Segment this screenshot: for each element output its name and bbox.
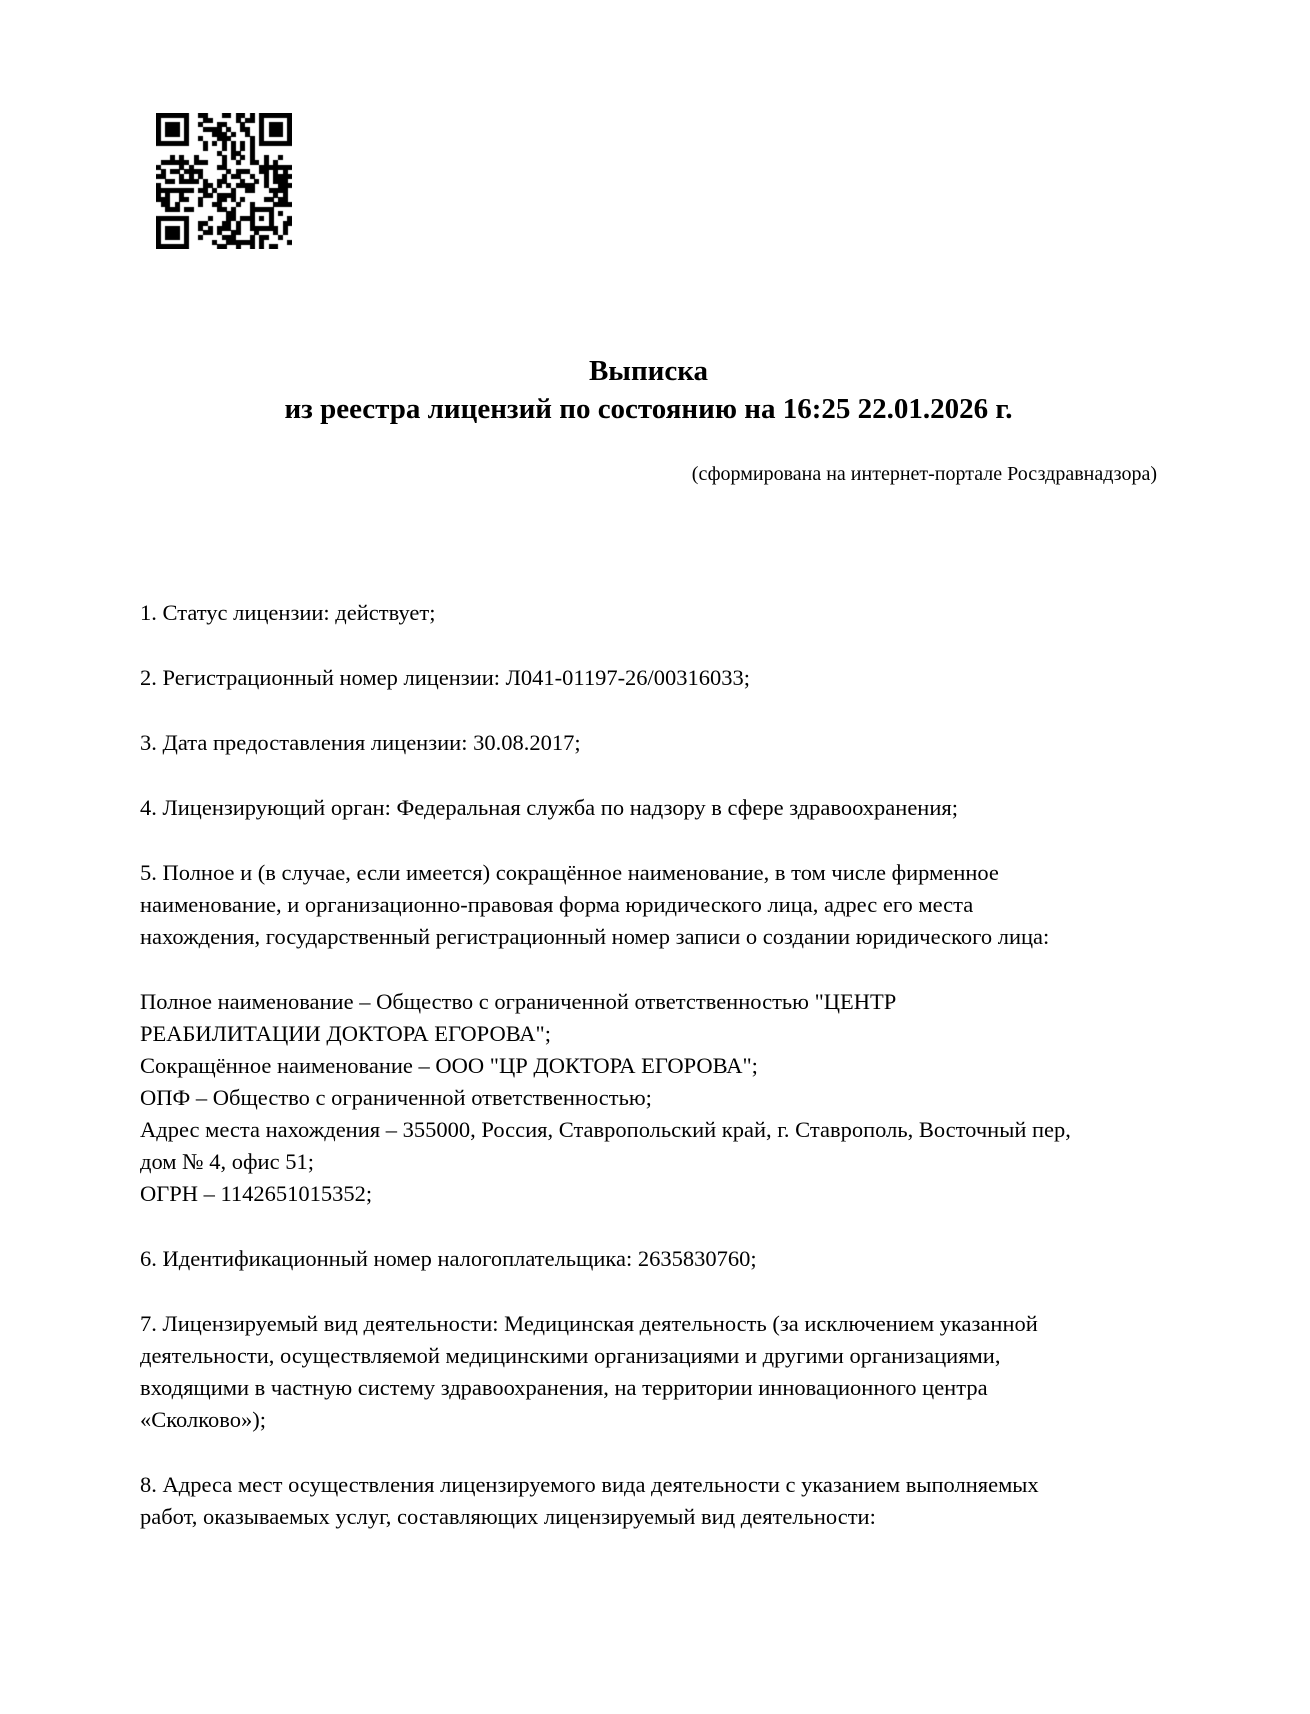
document-title-line1: Выписка: [588, 355, 709, 387]
document-title: [140, 352, 1157, 428]
document-subtitle: (сформирована на интернет-портале Росздравнадзора): [691, 463, 1157, 485]
document-body: [140, 564, 1230, 1533]
item-4-licensing-authority: 4. Лицензирующий орган: Федеральная служба по надзору в сфере здравоохранения;: [140, 795, 958, 820]
qr-code: [156, 113, 292, 249]
address: Адрес места нахождения – 355000, Россия, Ставропольский край, г. Ставрополь, Восточный пер, дом № 4, офис 51;: [140, 1117, 1071, 1174]
item-5-name-heading: 5. Полное и (в случае, если имеется) сокращённое наименование, в том числе фирменное наименование, и организационно-правовая форма юридического лица, адрес его места нахождения, государственный регистрационный номер записи о создании юридического лица:: [140, 860, 1050, 949]
item-3-grant-date: 3. Дата предоставления лицензии: 30.08.2017;: [140, 730, 581, 755]
short-name: Сокращённое наименование – ООО "ЦР ДОКТОРА ЕГОРОВА";: [140, 1053, 758, 1078]
item-7-licensed-activity: 7. Лицензируемый вид деятельности: Медицинская деятельность (за исключением указанной деятельности, осуществляемой медицинскими организациями и другими организациями, входящими в частную систему здравоохранения, на территории инновационного центра «Сколково»);: [140, 1311, 1038, 1432]
ogrn: ОГРН – 1142651015352;: [140, 1181, 373, 1206]
full-name: Полное наименование – Общество с ограниченной ответственностью "ЦЕНТР РЕАБИЛИТАЦИИ ДОКТОРА ЕГОРОВА";: [140, 989, 897, 1046]
item-8-addresses-heading: 8. Адреса мест осуществления лицензируемого вида деятельности с указанием выполняемых работ, оказываемых услуг, составляющих лицензируемый вид деятельности:: [140, 1472, 1039, 1529]
item-1-license-status: 1. Статус лицензии: действует;: [140, 600, 436, 625]
item-6-inn: 6. Идентификационный номер налогоплательщика: 2635830760;: [140, 1246, 757, 1271]
opf: ОПФ – Общество с ограниченной ответственностью;: [140, 1085, 652, 1110]
item-2-registration-number: 2. Регистрационный номер лицензии: Л041-01197-26/00316033;: [140, 665, 751, 690]
document-title-line2: из реестра лицензий по состоянию на 16:25 22.01.2026 г.: [284, 393, 1013, 425]
